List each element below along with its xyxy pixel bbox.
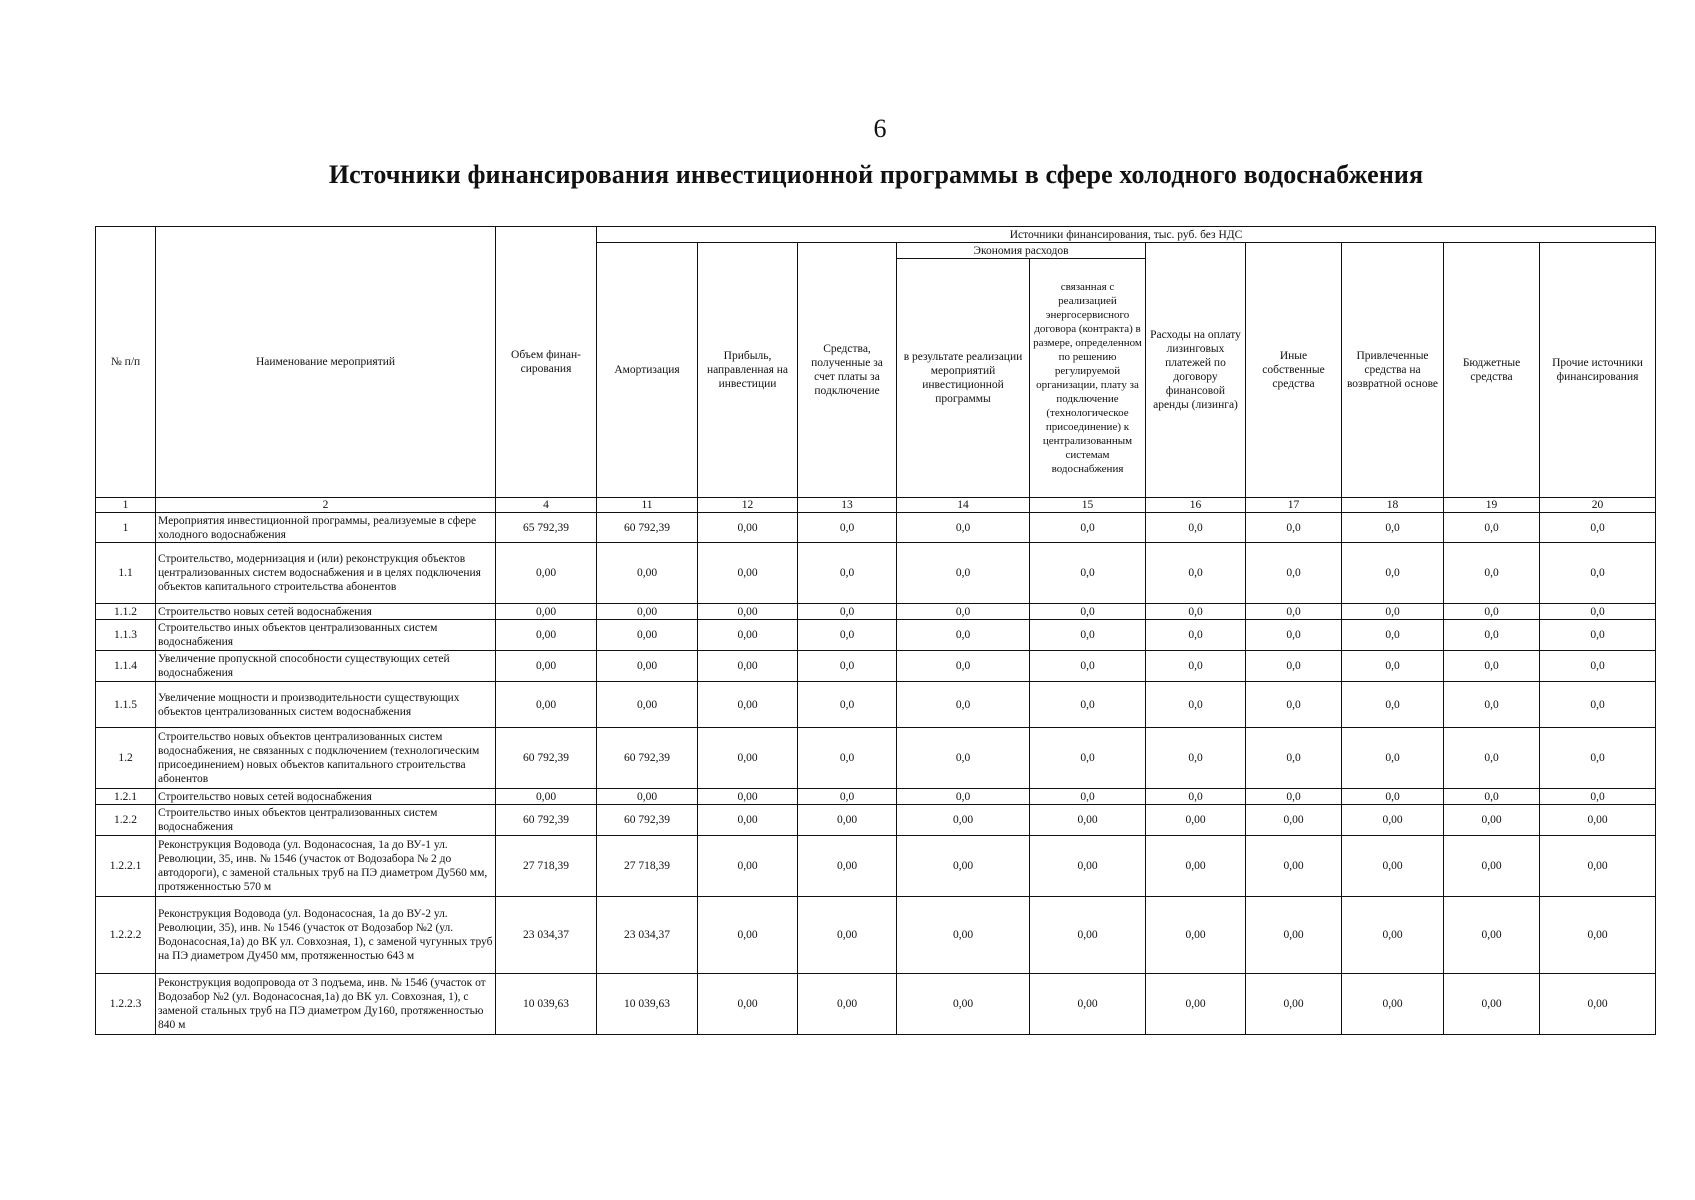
table-header	[96, 227, 1656, 513]
cell-value: 0,00	[897, 836, 1030, 897]
cell-value: 0,0	[1444, 543, 1540, 604]
cell-value: 0,0	[798, 682, 897, 728]
cell-value: 0,0	[1146, 513, 1246, 543]
cell-value: 0,00	[1444, 974, 1540, 1035]
cell-value: 0,0	[1030, 682, 1146, 728]
table-row	[96, 620, 1656, 651]
column-number: 19	[1444, 498, 1540, 513]
header-volume: Объем финан-сирования	[496, 227, 597, 498]
cell-value: 0,00	[698, 836, 798, 897]
cell-value: 0,00	[597, 543, 698, 604]
cell-value: 60 792,39	[496, 805, 597, 836]
table-row	[96, 604, 1656, 620]
cell-value: 0,00	[698, 513, 798, 543]
cell-value: 0,00	[1540, 897, 1656, 974]
row-num: 1	[96, 513, 156, 543]
row-num: 1.1.2	[96, 604, 156, 620]
cell-value: 0,0	[1540, 620, 1656, 651]
row-name: Строительство иных объектов централизованных систем водоснабжения	[156, 805, 496, 836]
column-numbers-row	[96, 498, 1656, 513]
cell-value: 0,00	[597, 620, 698, 651]
row-name: Мероприятия инвестиционной программы, реализуемые в сфере холодного водоснабжения	[156, 513, 496, 543]
cell-value: 0,00	[597, 682, 698, 728]
cell-value: 0,0	[798, 728, 897, 789]
table-row	[96, 836, 1656, 897]
cell-value: 0,0	[1540, 651, 1656, 682]
cell-value: 0,0	[1030, 513, 1146, 543]
cell-value: 0,00	[496, 789, 597, 805]
cell-value: 0,00	[1444, 836, 1540, 897]
table-row	[96, 974, 1656, 1035]
cell-value: 0,0	[1444, 728, 1540, 789]
cell-value: 0,00	[1246, 974, 1342, 1035]
column-number: 12	[698, 498, 798, 513]
cell-value: 0,0	[1246, 728, 1342, 789]
cell-value: 0,0	[897, 651, 1030, 682]
row-name: Строительство новых сетей водоснабжения	[156, 789, 496, 805]
cell-value: 0,00	[1030, 897, 1146, 974]
cell-value: 0,0	[1342, 604, 1444, 620]
header-borrowed: Привлеченные средства на возвратной основе	[1342, 243, 1444, 498]
cell-value: 0,0	[1146, 682, 1246, 728]
cell-value: 0,00	[496, 620, 597, 651]
cell-value: 0,0	[1444, 620, 1540, 651]
cell-value: 27 718,39	[496, 836, 597, 897]
cell-value: 0,0	[1246, 543, 1342, 604]
header-leasing: Расходы на оплату лизинговых платежей по договору финансовой аренды (лизинга)	[1146, 243, 1246, 498]
cell-value: 0,0	[1342, 789, 1444, 805]
cell-value: 0,00	[1342, 805, 1444, 836]
cell-value: 0,00	[496, 682, 597, 728]
cell-value: 0,00	[698, 651, 798, 682]
cell-value: 0,0	[1342, 513, 1444, 543]
cell-value: 0,0	[1146, 604, 1246, 620]
row-name: Строительство новых сетей водоснабжения	[156, 604, 496, 620]
cell-value: 0,00	[496, 604, 597, 620]
document-title: Источники финансирования инвестиционной программы в сфере холодного водоснабжения	[328, 160, 1424, 189]
header-other: Прочие источники финансирования	[1540, 243, 1656, 498]
table-body	[96, 513, 1656, 1035]
cell-value: 0,00	[1540, 974, 1656, 1035]
cell-value: 0,0	[897, 682, 1030, 728]
cell-value: 0,00	[698, 974, 798, 1035]
table-row	[96, 789, 1656, 805]
header-profit: Прибыль, направленная на инвестиции	[698, 243, 798, 498]
cell-value: 0,0	[1146, 543, 1246, 604]
cell-value: 0,00	[1246, 805, 1342, 836]
cell-value: 0,0	[1444, 682, 1540, 728]
cell-value: 23 034,37	[597, 897, 698, 974]
cell-value: 0,0	[897, 789, 1030, 805]
row-num: 1.1.3	[96, 620, 156, 651]
cell-value: 0,00	[1444, 805, 1540, 836]
cell-value: 0,0	[1540, 513, 1656, 543]
column-number: 13	[798, 498, 897, 513]
row-num: 1.1.5	[96, 682, 156, 728]
column-number: 1	[96, 498, 156, 513]
column-number: 16	[1146, 498, 1246, 513]
table-row	[96, 805, 1656, 836]
cell-value: 23 034,37	[496, 897, 597, 974]
column-number: 4	[496, 498, 597, 513]
cell-value: 0,00	[1146, 974, 1246, 1035]
header-own-funds: Иные собственные средства	[1246, 243, 1342, 498]
cell-value: 0,00	[597, 789, 698, 805]
cell-value: 0,00	[1246, 836, 1342, 897]
cell-value: 0,00	[1342, 836, 1444, 897]
row-name: Строительство иных объектов централизованных систем водоснабжения	[156, 620, 496, 651]
cell-value: 0,00	[698, 897, 798, 974]
cell-value: 0,00	[1342, 974, 1444, 1035]
cell-value: 0,0	[1146, 789, 1246, 805]
header-economy-result: в результате реализации мероприятий инвестиционной программы	[897, 259, 1030, 498]
table-row	[96, 897, 1656, 974]
cell-value: 0,00	[1030, 974, 1146, 1035]
header-amortization: Амортизация	[597, 243, 698, 498]
cell-value: 0,0	[1246, 513, 1342, 543]
cell-value: 0,0	[1030, 543, 1146, 604]
cell-value: 0,00	[496, 651, 597, 682]
cell-value: 0,00	[698, 543, 798, 604]
cell-value: 0,0	[1146, 620, 1246, 651]
cell-value: 0,00	[1146, 836, 1246, 897]
column-number: 20	[1540, 498, 1656, 513]
header-name: Наименование мероприятий	[156, 227, 496, 498]
cell-value: 0,00	[597, 604, 698, 620]
cell-value: 0,0	[1246, 789, 1342, 805]
cell-value: 0,00	[1540, 805, 1656, 836]
table-row	[96, 513, 1656, 543]
cell-value: 0,0	[897, 513, 1030, 543]
cell-value: 0,0	[1246, 604, 1342, 620]
cell-value: 0,00	[897, 974, 1030, 1035]
cell-value: 0,0	[1342, 651, 1444, 682]
cell-value: 0,00	[597, 651, 698, 682]
cell-value: 0,0	[897, 728, 1030, 789]
header-economy-energy: связанная с реализацией энергосервисного договора (контракта) в размере, определенном по решению регулируемой организации, плату за подключение (технологическое присоединение) к централизованным системам водоснабжения	[1030, 259, 1146, 498]
cell-value: 0,00	[698, 682, 798, 728]
cell-value: 0,0	[897, 604, 1030, 620]
cell-value: 0,00	[798, 836, 897, 897]
cell-value: 0,0	[1342, 620, 1444, 651]
header-num: № п/п	[96, 227, 156, 498]
cell-value: 0,0	[1030, 789, 1146, 805]
column-number: 18	[1342, 498, 1444, 513]
header-connection-fee: Средства, полученные за счет платы за подключение	[798, 243, 897, 498]
cell-value: 0,0	[798, 789, 897, 805]
cell-value: 0,0	[1444, 604, 1540, 620]
cell-value: 0,0	[1342, 728, 1444, 789]
cell-value: 0,00	[897, 805, 1030, 836]
cell-value: 60 792,39	[597, 728, 698, 789]
cell-value: 0,00	[698, 604, 798, 620]
cell-value: 0,0	[798, 513, 897, 543]
cell-value: 0,00	[698, 789, 798, 805]
header-economy-group: Экономия расходов	[897, 243, 1146, 259]
cell-value: 0,0	[897, 620, 1030, 651]
cell-value: 0,00	[698, 805, 798, 836]
row-num: 1.2.2.3	[96, 974, 156, 1035]
cell-value: 0,0	[1030, 651, 1146, 682]
row-name: Увеличение пропускной способности существующих сетей водоснабжения	[156, 651, 496, 682]
row-num: 1.2.2.1	[96, 836, 156, 897]
table-row	[96, 651, 1656, 682]
column-number: 14	[897, 498, 1030, 513]
cell-value: 0,0	[1030, 604, 1146, 620]
column-number: 2	[156, 498, 496, 513]
cell-value: 0,00	[698, 728, 798, 789]
table-row	[96, 543, 1656, 604]
row-name: Увеличение мощности и производительности существующих объектов централизованных систем водоснабжения	[156, 682, 496, 728]
cell-value: 0,00	[1540, 836, 1656, 897]
cell-value: 0,00	[1444, 897, 1540, 974]
cell-value: 0,00	[1246, 897, 1342, 974]
cell-value: 0,0	[1030, 728, 1146, 789]
header-sources-group: Источники финансирования, тыс. руб. без НДС	[597, 227, 1656, 243]
cell-value: 0,0	[798, 604, 897, 620]
row-name: Реконструкция водопровода от 3 подъема, инв. № 1546 (участок от Водозабор №2 (ул. Водонасосная,1а) до ВК ул. Совхозная, 1), с заменой стальных труб на ПЭ диаметром Ду160, протяженностью 840 м	[156, 974, 496, 1035]
cell-value: 0,00	[798, 805, 897, 836]
row-num: 1.2.2	[96, 805, 156, 836]
cell-value: 0,00	[798, 897, 897, 974]
column-number: 15	[1030, 498, 1146, 513]
cell-value: 0,00	[1030, 836, 1146, 897]
table-row	[96, 728, 1656, 789]
cell-value: 0,00	[798, 974, 897, 1035]
header-budget: Бюджетные средства	[1444, 243, 1540, 498]
cell-value: 0,0	[1246, 651, 1342, 682]
cell-value: 0,00	[1030, 805, 1146, 836]
cell-value: 0,0	[1444, 651, 1540, 682]
cell-value: 0,0	[1540, 604, 1656, 620]
cell-value: 10 039,63	[496, 974, 597, 1035]
cell-value: 0,0	[1342, 543, 1444, 604]
cell-value: 0,00	[698, 620, 798, 651]
cell-value: 0,0	[798, 651, 897, 682]
cell-value: 27 718,39	[597, 836, 698, 897]
row-num: 1.1	[96, 543, 156, 604]
cell-value: 0,00	[897, 897, 1030, 974]
cell-value: 0,0	[1246, 682, 1342, 728]
cell-value: 0,0	[1146, 728, 1246, 789]
cell-value: 0,0	[1540, 543, 1656, 604]
cell-value: 0,0	[798, 620, 897, 651]
row-num: 1.2.2.2	[96, 897, 156, 974]
row-name: Строительство новых объектов централизованных систем водоснабжения, не связанных с подключением (технологическим присоединением) новых объектов капитального строительства абонентов	[156, 728, 496, 789]
row-num: 1.1.4	[96, 651, 156, 682]
column-number: 17	[1246, 498, 1342, 513]
cell-value: 65 792,39	[496, 513, 597, 543]
page-number: 6	[873, 114, 887, 143]
column-number: 11	[597, 498, 698, 513]
cell-value: 0,0	[1540, 789, 1656, 805]
row-num: 1.2	[96, 728, 156, 789]
cell-value: 0,0	[1146, 651, 1246, 682]
cell-value: 0,0	[1030, 620, 1146, 651]
cell-value: 60 792,39	[496, 728, 597, 789]
cell-value: 0,0	[798, 543, 897, 604]
cell-value: 0,0	[1444, 513, 1540, 543]
financing-table	[95, 226, 1656, 1035]
row-num: 1.2.1	[96, 789, 156, 805]
cell-value: 60 792,39	[597, 805, 698, 836]
cell-value: 0,0	[1540, 682, 1656, 728]
cell-value: 0,00	[1146, 805, 1246, 836]
cell-value: 0,0	[1342, 682, 1444, 728]
cell-value: 0,0	[1540, 728, 1656, 789]
row-name: Строительство, модернизация и (или) реконструкция объектов централизованных систем водоснабжения и в целях подключения объектов капитального строительства абонентов	[156, 543, 496, 604]
cell-value: 10 039,63	[597, 974, 698, 1035]
cell-value: 0,0	[897, 543, 1030, 604]
cell-value: 0,00	[1342, 897, 1444, 974]
cell-value: 0,0	[1246, 620, 1342, 651]
row-name: Реконструкция Водовода (ул. Водонасосная, 1а до ВУ-2 ул. Революции, 35), инв. № 1546 (участок от Водозабор №2 (ул. Водонасосная,1а) до ВК ул. Совхозная, 1), с заменой чугунных труб на ПЭ диаметром Ду450 мм, протяженностью 643 м	[156, 897, 496, 974]
table-row	[96, 682, 1656, 728]
cell-value: 0,0	[1444, 789, 1540, 805]
cell-value: 0,00	[1146, 897, 1246, 974]
cell-value: 60 792,39	[597, 513, 698, 543]
row-name: Реконструкция Водовода (ул. Водонасосная, 1а до ВУ-1 ул. Революции, 35, инв. № 1546 (участок от Водозабора № 2 до автодороги), с заменой стальных труб на ПЭ диаметром Ду560 мм, протяженностью 570 м	[156, 836, 496, 897]
cell-value: 0,00	[496, 543, 597, 604]
